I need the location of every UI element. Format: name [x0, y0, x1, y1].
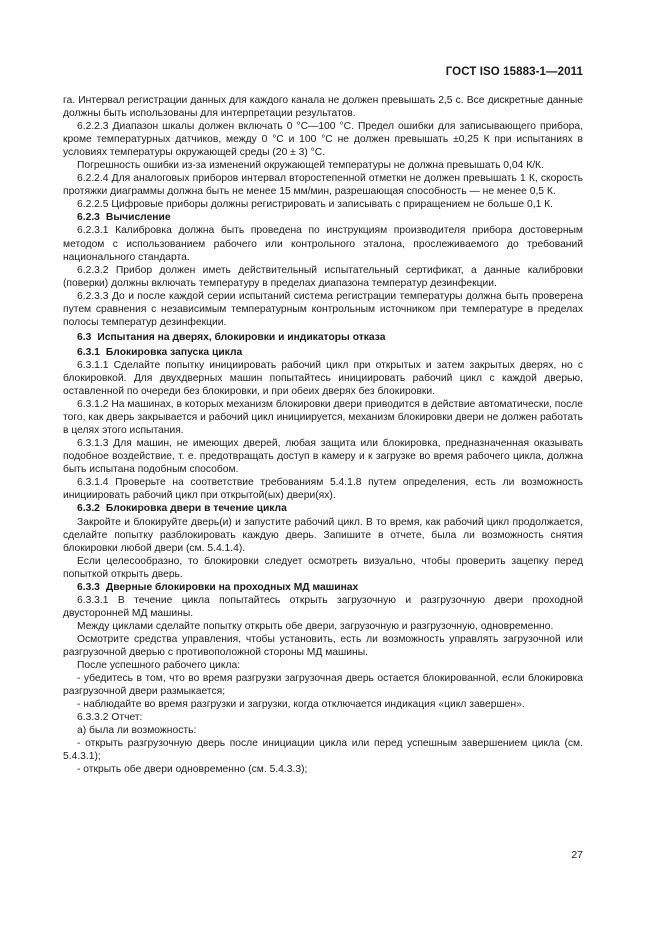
section-number: 6.3.3: [77, 581, 100, 593]
paragraph: После успешного рабочего цикла:: [77, 660, 241, 672]
section-title: Дверные блокировки на проходных МД машинах: [105, 581, 359, 593]
paragraph: 6.2.2.3 Диапазон шкалы должен включать 0 °С—100 °С. Предел ошибки для записывающего прибора, кроме температурных датчиков, между 0 °С и 100 °С не должен превышать ±0,25 К при испытаниях в условиях температуры окружающей среды (20 ± 3) °С.: [63, 121, 583, 159]
list-item: - наблюдайте во время разгрузки и загрузки, когда отключается индикация «цикл завершен».: [77, 699, 525, 711]
paragraph: 6.2.2.5 Цифровые приборы должны регистрировать и записывать с приращением не больше 0,1 К.: [77, 199, 554, 211]
section-number: 6.3.2: [77, 503, 100, 515]
list-item: а) была ли возможность:: [77, 725, 197, 737]
document-id-header: ГОСТ ISO 15883-1—2011: [445, 66, 583, 78]
paragraph: Погрешность ошибки из-за изменений окружающей температуры не должна превышать 0,04 К/К.: [77, 160, 544, 172]
paragraph: 6.2.3.3 До и после каждой серии испытаний система регистрации температуры должна быть проверена путем сравнения с независимым температурным контрольным источником при температуре в пределах полосы температур дезинфекции.: [63, 290, 583, 328]
section-title: Испытания на дверях, блокировки и индикаторы отказа: [97, 331, 386, 343]
paragraph: Закройте и блокируйте дверь(и) и запустите рабочий цикл. В то время, как рабочий цикл продолжается, сделайте попытку разблокировать каждую дверь. Запишите в отчете, была ли возможность снятия блокировки любой двери (см. 5.4.1.4).: [63, 516, 583, 554]
paragraph: Между циклами сделайте попытку открыть обе двери, загрузочную и разгрузочную, одновременно.: [77, 620, 554, 632]
section-number: 6.2.3: [77, 212, 100, 224]
section-title: Блокировка запуска цикла: [105, 346, 243, 358]
section-heading: [63, 502, 583, 515]
section-heading: [63, 346, 583, 359]
paragraph: Если целесообразно, то блокировки следует осмотреть визуально, чтобы проверить зацепку перед попыткой открыть дверь.: [63, 555, 583, 580]
section-number: 6.3: [77, 331, 92, 343]
section-heading: [63, 581, 583, 594]
paragraph: га. Интервал регистрации данных для каждого канала не должен превышать 2,5 с. Все дискретные данные должны быть использованы для интерпретации результатов.: [63, 95, 583, 120]
paragraph: 6.2.3.2 Прибор должен иметь действительный испытательный сертификат, а данные калибровки (поверки) должны включать температуру в пределах диапазона температур дезинфекции.: [63, 264, 583, 289]
paragraph: 6.3.1.3 Для машин, не имеющих дверей, любая защита или блокировка, предназначенная оказывать подобное воздействие, т. е. предотвращать доступ в камеру и к загрузке во время рабочего цикла, должна быть испытана подобным способом.: [63, 438, 583, 476]
paragraph: 6.2.2.4 Для аналоговых приборов интервал второстепенной отметки не должен превышать 1 К, скорость протяжки диаграммы должна быть не менее 15 мм/мин, разрешающая способность — не менее 0,5 К.: [63, 173, 583, 198]
page-number: 27: [571, 849, 583, 861]
paragraph: Осмотрите средства управления, чтобы установить, есть ли возможность управлять загрузочной или разгрузочной дверью с противоположной стороны МД машины.: [63, 633, 583, 658]
list-item: - убедитесь в том, что во время разгрузки загрузочная дверь остается блокированной, если блокировка разгрузочной двери размыкается;: [63, 673, 583, 698]
paragraph: 6.3.3.1 В течение цикла попытайтесь открыть загрузочную и разгрузочную двери проходной двусторонней МД машины.: [63, 594, 583, 619]
list-item: - открыть обе двери одновременно (см. 5.4.3.3);: [77, 764, 308, 776]
document-body: [63, 94, 583, 776]
paragraph: 6.3.3.2 Отчет:: [77, 712, 143, 724]
section-title: Вычисление: [105, 212, 171, 224]
paragraph: 6.3.1.1 Сделайте попытку инициировать рабочий цикл при открытых и затем закрытых дверях, но с блокировкой. Для двухдверных машин попытайтесь инициировать рабочий цикл с каждой дверью, оставленной по очереди без блокировки, и при обеих дверях без блокировки.: [63, 359, 583, 398]
list-item: - открыть разгрузочную дверь после инициации цикла или перед успешным завершением цикла (см. 5.4.3.1);: [63, 738, 583, 763]
paragraph: 6.3.1.4 Проверьте на соответствие требованиям 5.4.1.8 путем определения, есть ли возможность инициировать рабочий цикл при открытой(ых) двери(ях).: [63, 477, 583, 502]
section-number: 6.3.1: [77, 346, 100, 358]
paragraph: 6.3.1.2 На машинах, в которых механизм блокировки двери приводится в действие автоматически, после того, как дверь закрывается и рабочий цикл инициируется, механизм блокировки двери не должен работать в целях этого испытания.: [63, 399, 583, 437]
section-heading: [63, 331, 583, 344]
paragraph: 6.2.3.1 Калибровка должна быть проведена по инструкциям производителя прибора достоверным методом с использованием рабочего или контрольного эталона, прослеживаемого до требований национального стандарта.: [63, 225, 583, 263]
section-heading: [63, 211, 583, 224]
section-title: Блокировка двери в течение цикла: [105, 503, 287, 515]
